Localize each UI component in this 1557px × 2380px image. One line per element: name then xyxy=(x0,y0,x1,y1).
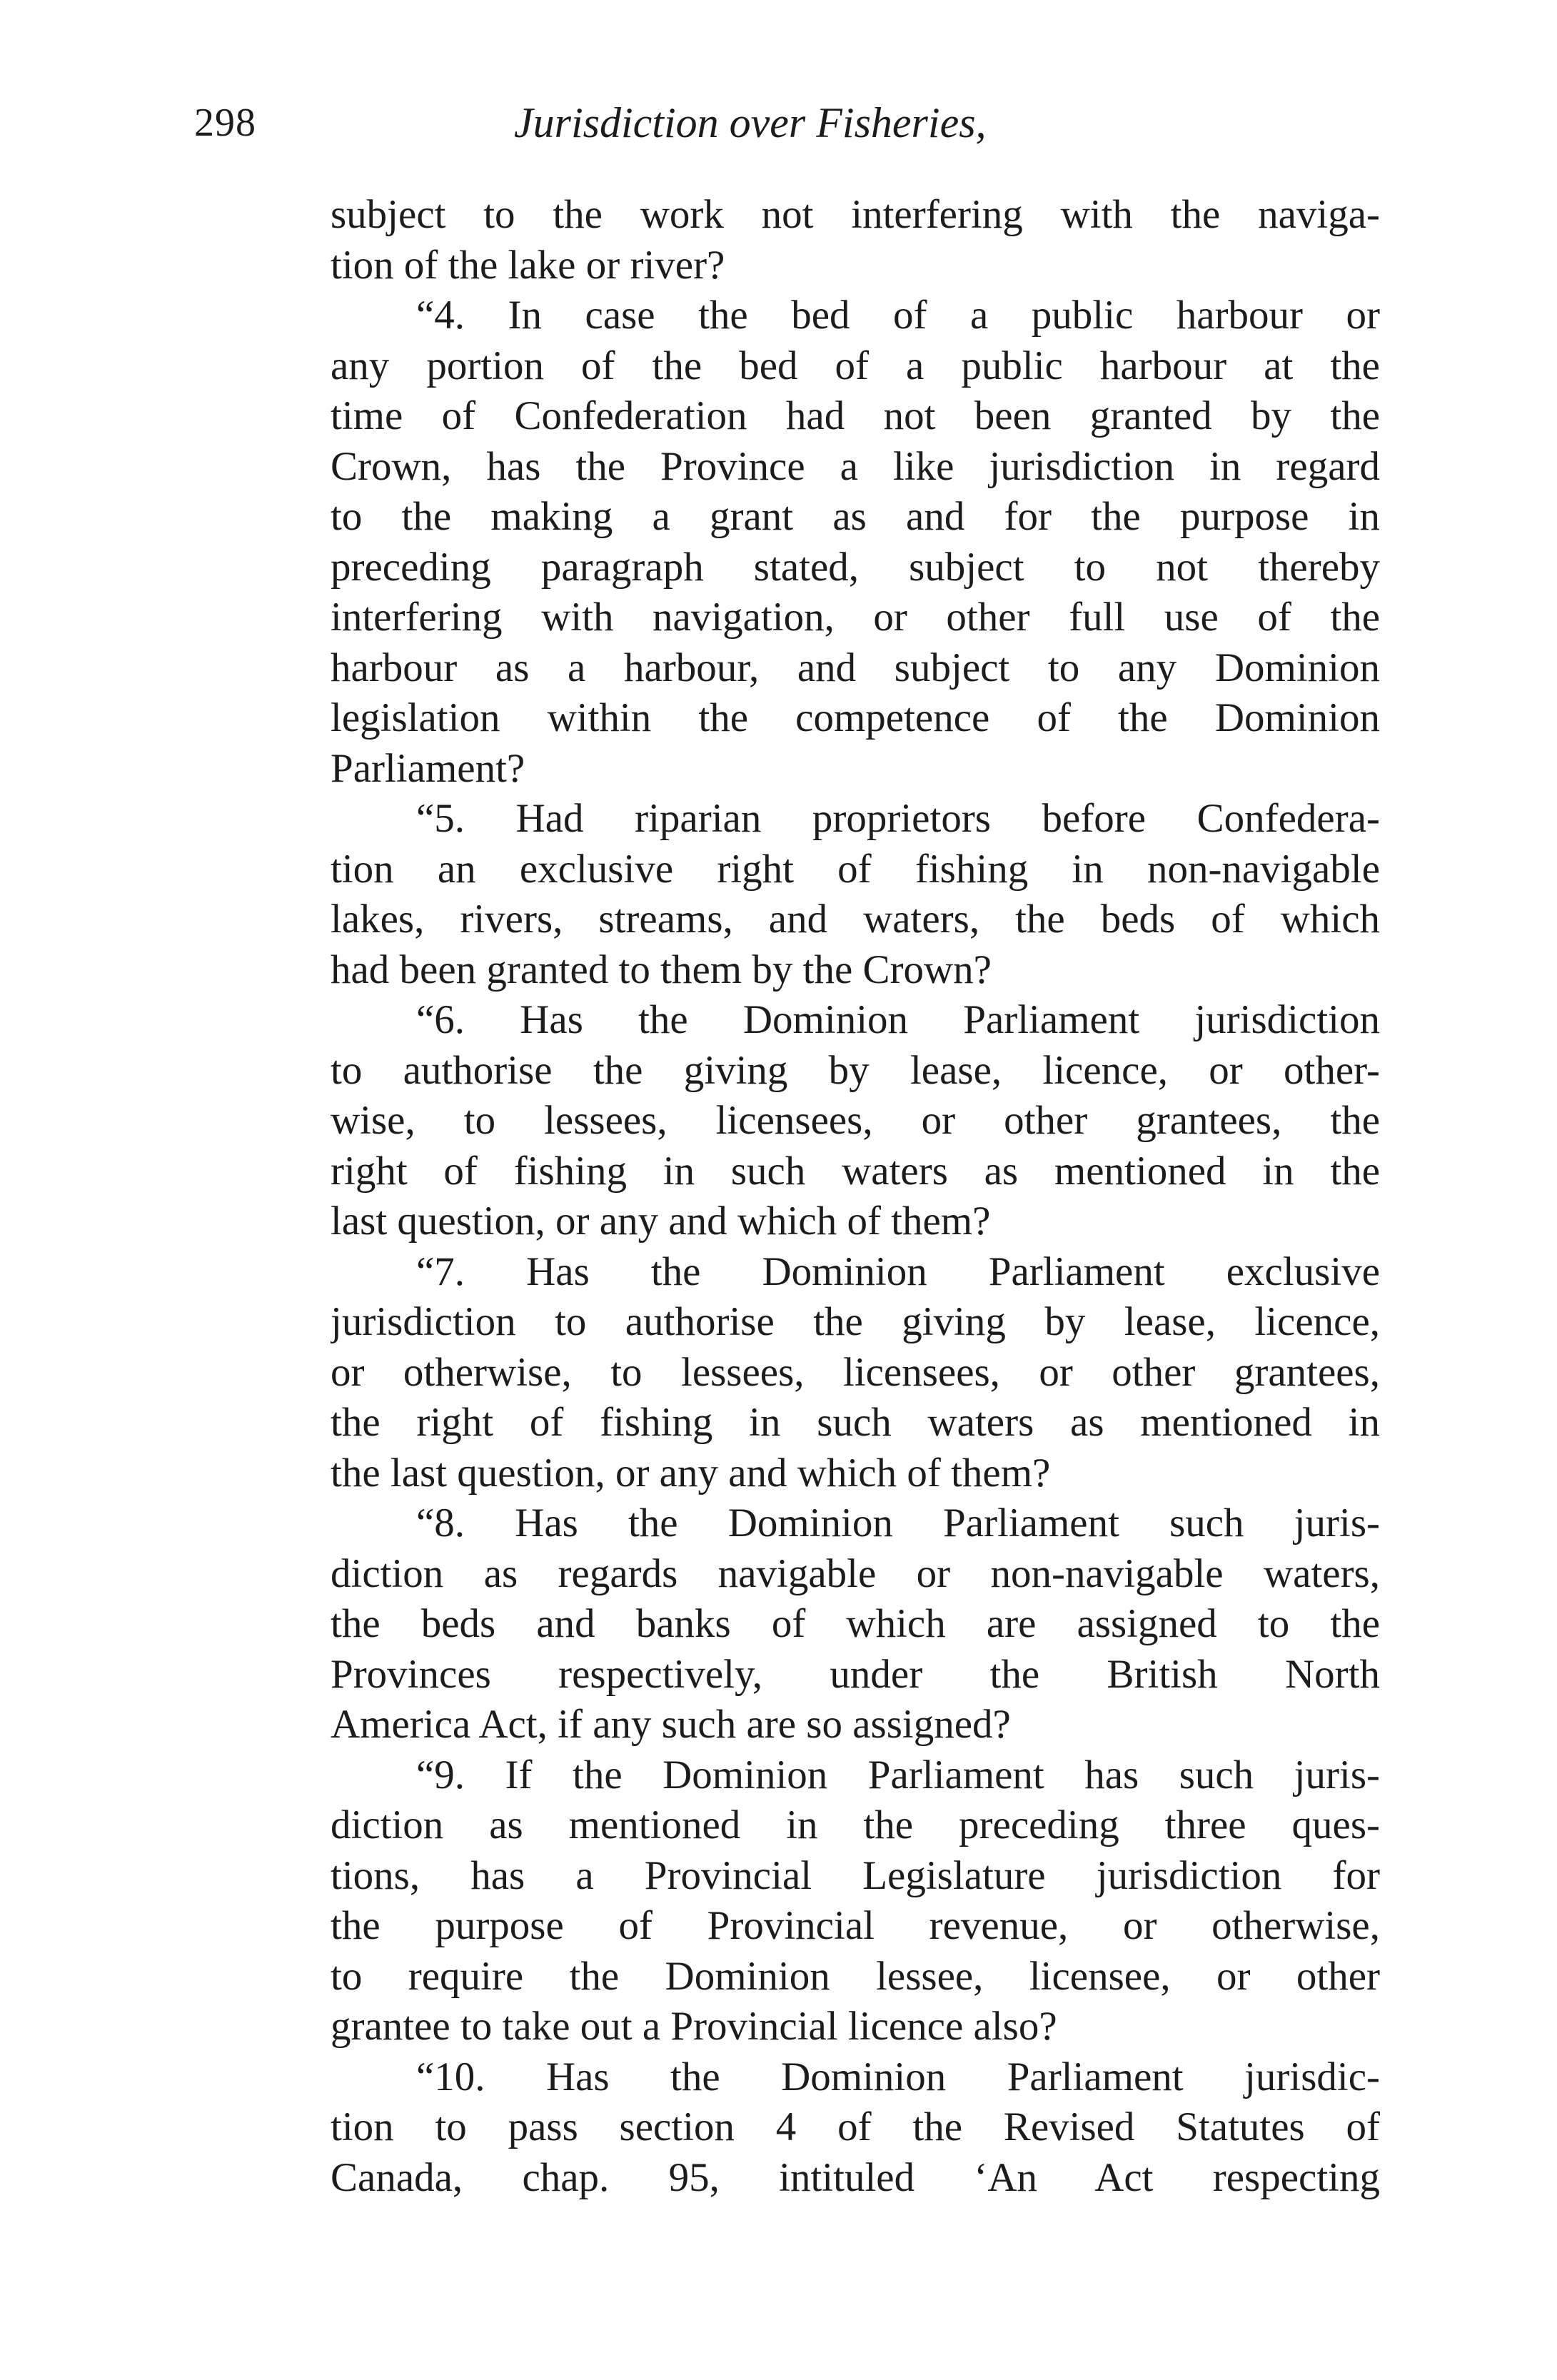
text-line: to require the Dominion lessee, licensee, or other xyxy=(331,1953,1380,1999)
text-line: diction as regards navigable or non-navigable waters, xyxy=(331,1550,1380,1596)
text-line: “4. In case the bed of a public harbour or xyxy=(416,293,1380,338)
page-header xyxy=(0,94,1557,151)
text-line: last question, or any and which of them? xyxy=(331,1199,991,1244)
text-line: had been granted to them by the Crown? xyxy=(331,947,992,992)
page-number: 298 xyxy=(194,101,256,145)
text-line: the beds and banks of which are assigned to the xyxy=(331,1601,1380,1646)
text-line: tion an exclusive right of fishing in non-navigable xyxy=(331,846,1380,892)
text-line: jurisdiction to authorise the giving by lease, licence, xyxy=(331,1299,1380,1344)
body-text xyxy=(331,190,1380,2203)
text-line: subject to the work not interfering with the naviga- xyxy=(331,192,1380,237)
text-line: time of Confederation had not been granted by the xyxy=(331,393,1380,438)
text-line: preceding paragraph stated, subject to not thereby xyxy=(331,544,1380,590)
text-line: “6. Has the Dominion Parliament jurisdiction xyxy=(416,997,1380,1042)
text-line: “8. Has the Dominion Parliament such juris- xyxy=(416,1501,1380,1546)
text-line: America Act, if any such are so assigned? xyxy=(331,1702,1011,1747)
text-line: tion to pass section 4 of the Revised Statutes of xyxy=(331,2104,1380,2149)
running-title: Jurisdiction over Fisheries, xyxy=(514,99,987,146)
text-line: the last question, or any and which of them? xyxy=(331,1450,1051,1496)
text-line: to the making a grant as and for the purpose in xyxy=(331,494,1380,539)
text-line: grantee to take out a Provincial licence also? xyxy=(331,2004,1057,2049)
text-line: any portion of the bed of a public harbour at the xyxy=(331,343,1380,388)
text-line: “10. Has the Dominion Parliament jurisdic- xyxy=(416,2054,1380,2099)
text-line: “5. Had riparian proprietors before Confedera- xyxy=(416,796,1380,841)
text-line: Canada, chap. 95, intituled ‘An Act respecting xyxy=(331,2154,1380,2200)
text-line: diction as mentioned in the preceding three ques- xyxy=(331,1802,1380,1847)
text-line: to authorise the giving by lease, licence, or other- xyxy=(331,1047,1380,1093)
text-line: tions, has a Provincial Legislature jurisdiction for xyxy=(331,1852,1380,1898)
text-line: the purpose of Provincial revenue, or otherwise, xyxy=(331,1903,1380,1948)
text-line: interfering with navigation, or other full use of the xyxy=(331,595,1380,640)
text-line: harbour as a harbour, and subject to any Dominion xyxy=(331,645,1380,690)
text-line: or otherwise, to lessees, licensees, or other grantees, xyxy=(331,1349,1380,1395)
text-line: “7. Has the Dominion Parliament exclusive xyxy=(416,1249,1380,1294)
text-line: right of fishing in such waters as mentioned in the xyxy=(331,1148,1380,1194)
text-line: Parliament? xyxy=(331,745,525,791)
text-line: the right of fishing in such waters as mentioned in xyxy=(331,1400,1380,1445)
text-line: “9. If the Dominion Parliament has such juris- xyxy=(416,1752,1380,1797)
text-line: legislation within the competence of the Dominion xyxy=(331,695,1380,740)
text-line: lakes, rivers, streams, and waters, the beds of which xyxy=(331,897,1380,942)
text-line: tion of the lake or river? xyxy=(331,242,725,288)
text-line: wise, to lessees, licensees, or other grantees, the xyxy=(331,1098,1380,1143)
text-line: Crown, has the Province a like jurisdiction in regard xyxy=(331,443,1380,489)
text-line: Provinces respectively, under the British North xyxy=(331,1651,1380,1697)
